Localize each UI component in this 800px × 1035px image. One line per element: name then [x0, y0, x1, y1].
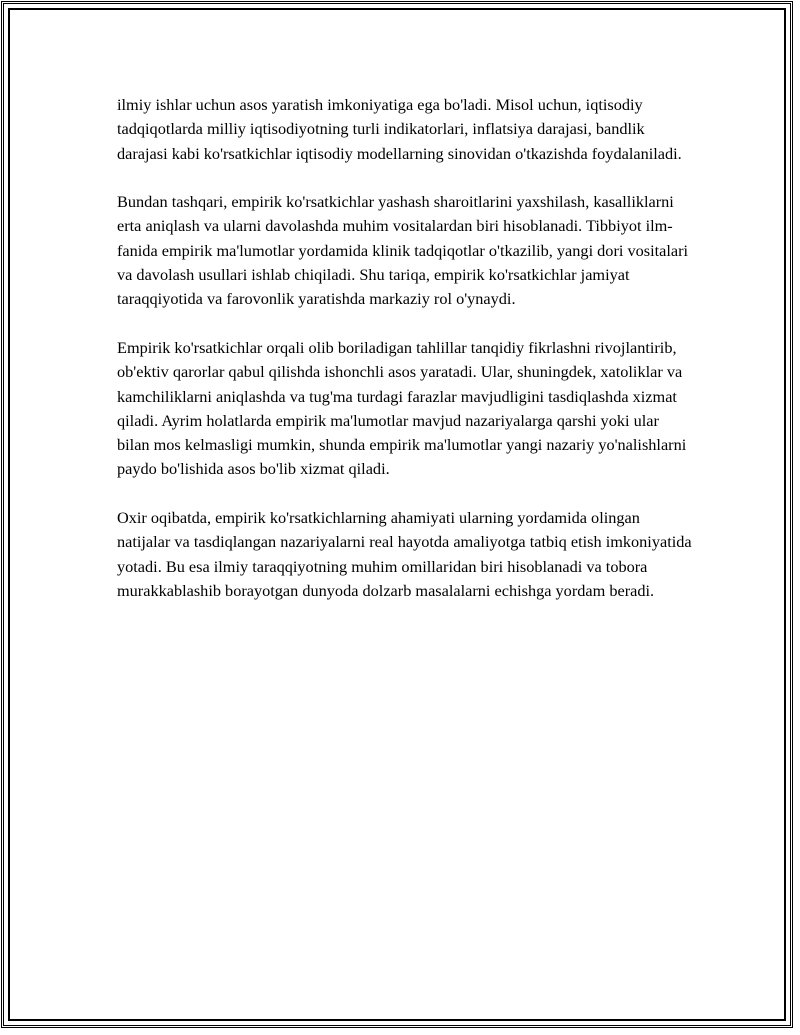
paragraph-3: Empirik ko'rsatkichlar orqali olib boriladigan tahlillar tanqidiy fikrlashni rivojlantirib, ob'ektiv qarorlar qabul qilishda ishonchli asos yaratadi. Ular, shuningdek, xatoliklar va kamchiliklarni aniqlashda va tug'ma turdagi farazlar mavjudligini tasdiqlashda xizmat qiladi. Ayrim holatlarda empirik ma'lumotlar mavjud nazariyalarga qarshi yoki ular bilan mos kelmasligi mumkin, shunda empirik ma'lumotlar yangi nazariy yo'nalishlarni paydo bo'lishida asos bo'lib xizmat qiladi. [117, 337, 687, 479]
document-body [117, 93, 692, 628]
paragraph-4: Oxir oqibatda, empirik ko'rsatkichlarning ahamiyati ularning yordamida olingan natijalar va tasdiqlangan nazariyalarni real hayotda amaliyotga tatbiq etish imkoniyatida yotadi. Bu esa ilmiy taraqqiyotning muhim omillaridan biri hisoblanadi va tobora murakkablashib borayotgan dunyoda dolzarb masalalarni echishga yordam beradi. [117, 508, 692, 600]
paragraph-1: ilmiy ishlar uchun asos yaratish imkoniyatiga ega bo'ladi. Misol uchun, iqtisodiy tadqiqotlarda milliy iqtisodiyotning turli indikatorlari, inflatsiya darajasi, bandlik darajasi kabi ko'rsatkichlar iqtisodiy modellarning sinovidan o'tkazishda foydalaniladi. [117, 95, 682, 163]
paragraph-2: Bundan tashqari, empirik ko'rsatkichlar yashash sharoitlarini yaxshilash, kasalliklarni erta aniqlash va ularni davolashda muhim vositalardan biri hisoblanadi. Tibbiyot ilm-fanida empirik ma'lumotlar yordamida klinik tadqiqotlar o'tkazilib, yangi dori vositalari va davolash usullari ishlab chiqiladi. Shu tariqa, empirik ko'rsatkichlar jamiyat taraqqiyotida va farovonlik yaratishda markaziy rol o'ynaydi. [117, 192, 689, 309]
